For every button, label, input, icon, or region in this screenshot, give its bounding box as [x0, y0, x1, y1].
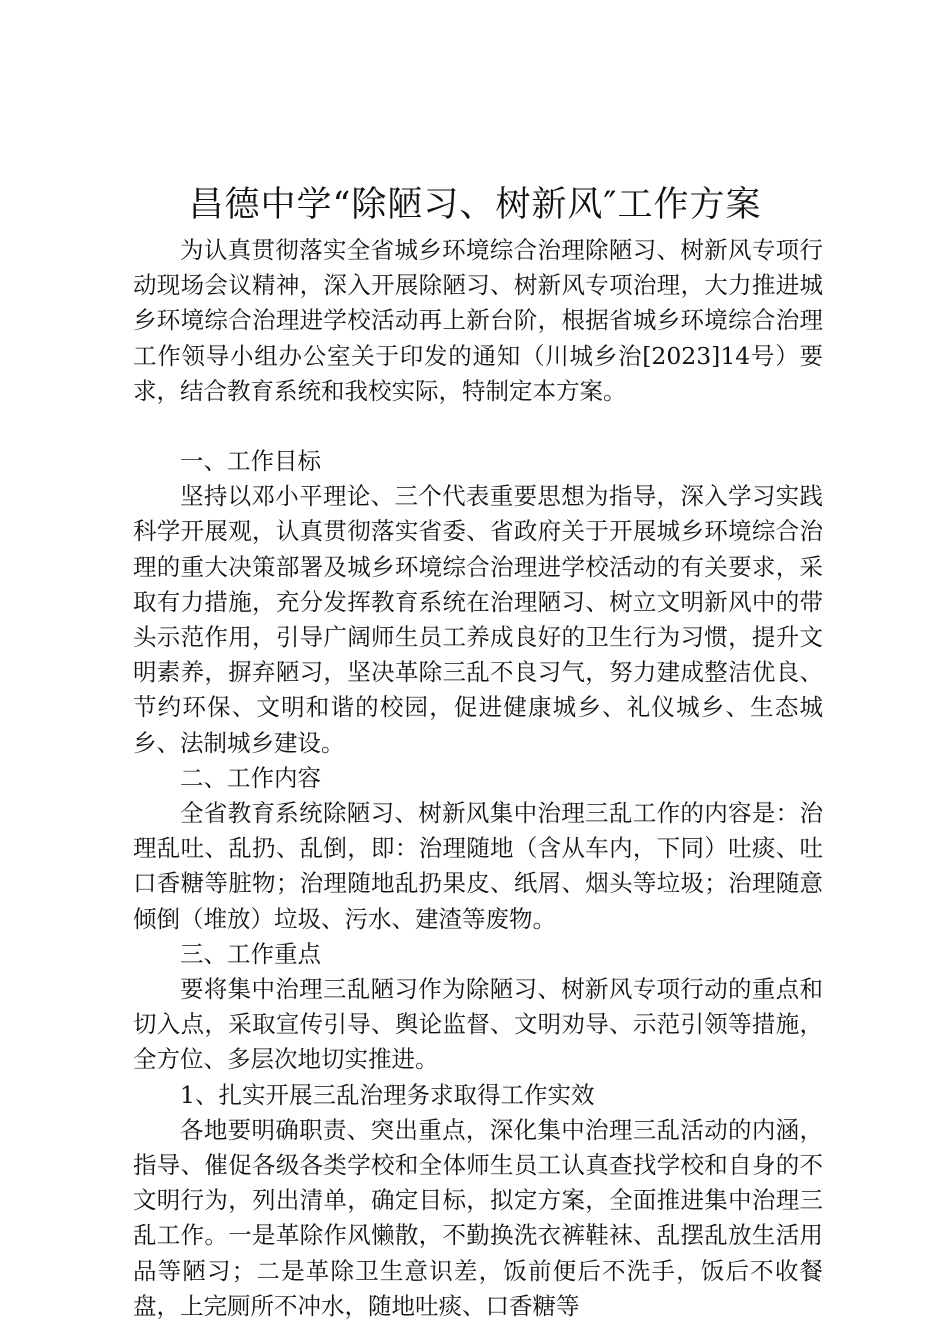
focus-paragraph: 要将集中治理三乱陋习作为除陋习、树新风专项行动的重点和切入点，采取宣传引导、舆论监督、文明劝导、示范引领等措施，全方位、多层次地切实推进。 — [133, 975, 823, 1074]
document-body — [133, 233, 823, 1324]
intro-paragraph: 为认真贯彻落实全省城乡环境综合治理除陋习、树新风专项行动现场会议精神，深入开展除陋习、树新风专项治理，大力推进城乡环境综合治理进学校活动再上新台阶，根据省城乡环境综合治理工作领导小组办公室关于印发的通知（川城乡治[2023]14号）要求，结合教育系统和我校实际，特制定本方案。 — [133, 236, 823, 405]
section-heading-focus: 三、工作重点 — [180, 939, 321, 968]
paragraph-gap — [133, 409, 823, 444]
document-title: 昌德中学“除陋习、树新风″工作方案 — [188, 185, 762, 225]
section-heading-goals: 一、工作目标 — [180, 447, 321, 476]
goals-paragraph: 坚持以邓小平理论、三个代表重要思想为指导，深入学习实践科学开展观，认真贯彻落实省委、省政府关于开展城乡环境综合治理的重大决策部署及城乡环境综合治理进学校活动的有关要求，采取有力措施，充分发挥教育系统在治理陋习、树立文明新风中的带头示范作用，引导广阔师生员工养成良好的卫生行为习惯，提升文明素养，摒弃陋习，坚决革除三乱不良习气，努力建成整洁优良、节约环保、文明和谐的校园，促进健康城乡、礼仪城乡、生态城乡、法制城乡建设。 — [133, 482, 823, 757]
content-paragraph: 全省教育系统除陋习、树新风集中治理三乱工作的内容是：治理乱吐、乱扔、乱倒，即：治理随地（含从车内，下同）吐痰、吐口香糖等脏物；治理随地乱扔果皮、纸屑、烟头等垃圾；治理随意倾倒（堆放）垃圾、污水、建渣等废物。 — [133, 799, 823, 933]
subsection-heading-1: 1、扎实开展三乱治理务求取得工作实效 — [180, 1080, 595, 1109]
subsection-paragraph-1: 各地要明确职责、突出重点，深化集中治理三乱活动的内涵，指导、催促各级各类学校和全体师生员工认真查找学校和自身的不文明行为，列出清单，确定目标，拟定方案，全面推进集中治理三乱工作。一是革除作风懒散，不勤换洗衣裤鞋袜、乱摆乱放生活用品等陋习；二是革除卫生意识差，饭前便后不洗手，饭后不收餐盘，上完厕所不冲水，随地吐痰、口香糖等 — [133, 1115, 823, 1320]
section-heading-content: 二、工作内容 — [180, 763, 321, 792]
